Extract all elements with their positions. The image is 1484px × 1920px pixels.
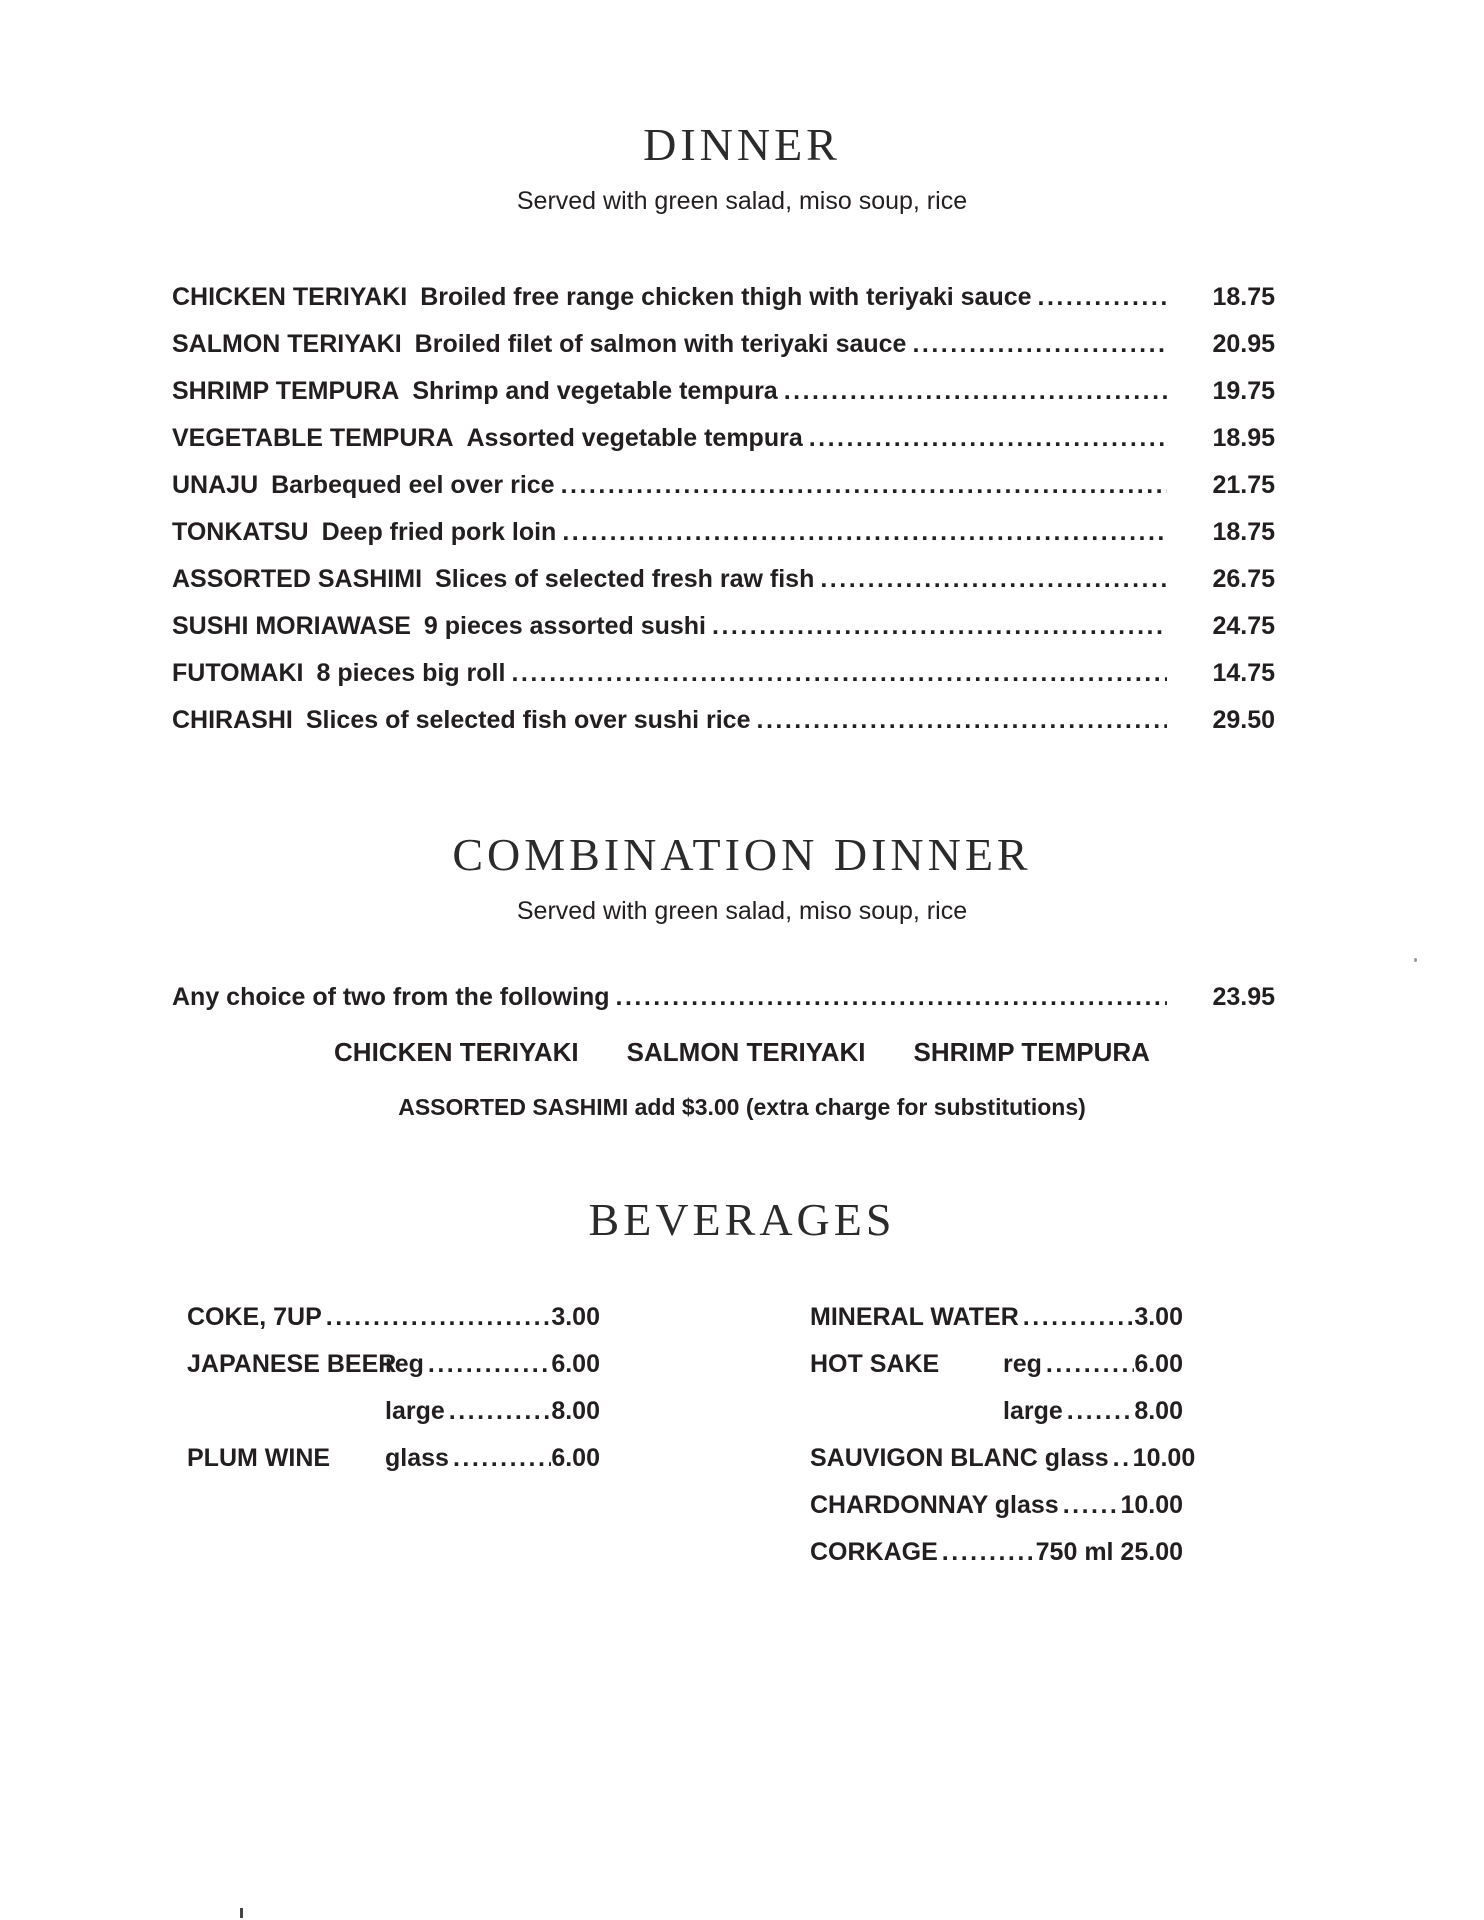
item-name: TONKATSU: [172, 518, 309, 546]
combination-title: COMBINATION DINNER: [452, 829, 1032, 880]
dotted-leader: [449, 1388, 552, 1435]
beverage-label: HOT SAKE: [810, 1350, 940, 1378]
dotted-leader: [1038, 274, 1167, 321]
dinner-title: DINNER: [643, 119, 841, 170]
beverage-label: PLUM WINE: [187, 1444, 331, 1472]
item-price: 14.75: [1212, 659, 1275, 687]
item-description: Broiled free range chicken thigh with teriyaki sauce: [420, 283, 1032, 311]
dotted-leader: [912, 321, 1167, 368]
dotted-leader: [757, 697, 1168, 744]
dotted-leader: [1023, 1294, 1135, 1341]
beverage-row: [187, 1435, 600, 1482]
item-description: Slices of selected fish over sushi rice: [305, 706, 751, 734]
item-description: Barbequed eel over rice: [271, 471, 555, 499]
menu-item-row: [172, 603, 1275, 650]
beverage-row: [187, 1388, 600, 1435]
beverage-row: [810, 1435, 1196, 1482]
dinner-subtitle: Served with green salad, miso soup, rice: [516, 187, 968, 215]
dotted-leader: [712, 603, 1167, 650]
dotted-leader: [942, 1529, 1036, 1576]
dinner-section-header: [0, 0, 1484, 216]
item-name: SUSHI MORIAWASE: [172, 612, 411, 640]
combination-option: CHICKEN TERIYAKI: [334, 1037, 579, 1067]
beverage-size: large: [385, 1397, 445, 1425]
beverage-label: CORKAGE: [810, 1538, 938, 1566]
beverages-column-gap: [600, 1294, 810, 1576]
dotted-leader: [428, 1341, 551, 1388]
item-price: 24.75: [1212, 612, 1275, 640]
beverage-price: 750 ml 25.00: [1035, 1538, 1183, 1566]
dinner-item-list: [172, 274, 1275, 744]
dotted-leader: [1063, 1482, 1121, 1529]
dotted-leader: [453, 1435, 551, 1482]
dotted-leader: [1113, 1435, 1133, 1482]
choice-text: Any choice of two from the following: [172, 983, 610, 1011]
beverage-row: [810, 1482, 1183, 1529]
beverage-label: CHARDONNAY glass: [810, 1491, 1059, 1519]
item-name: VEGETABLE TEMPURA: [172, 424, 454, 452]
item-price: 26.75: [1212, 565, 1275, 593]
beverages-right-column: [810, 1294, 1196, 1576]
item-description: 8 pieces big roll: [316, 659, 506, 687]
menu-item-row: [172, 321, 1275, 368]
menu-item-row: [172, 556, 1275, 603]
beverage-row: [187, 1294, 600, 1341]
dotted-leader: [326, 1294, 552, 1341]
combination-note: ASSORTED SASHIMI add $3.00 (extra charge for substitutions): [398, 1094, 1086, 1120]
menu-item-row: [172, 509, 1275, 556]
dotted-leader: [809, 415, 1167, 462]
beverage-row: [810, 1294, 1183, 1341]
beverage-size: reg: [385, 1350, 424, 1378]
beverage-label: SAUVIGON BLANC glass: [810, 1444, 1109, 1472]
beverage-row: [810, 1388, 1183, 1435]
item-description: Broiled filet of salmon with teriyaki sauce: [414, 330, 907, 358]
beverage-label: JAPANESE BEER: [187, 1350, 397, 1378]
beverage-row: [810, 1341, 1183, 1388]
menu-item-row: [172, 368, 1275, 415]
menu-item-row: [172, 415, 1275, 462]
beverage-price: 8.00: [551, 1397, 600, 1425]
item-name: SHRIMP TEMPURA: [172, 377, 400, 405]
menu-item-row: [172, 274, 1275, 321]
beverage-price: 3.00: [551, 1303, 600, 1331]
item-price: 20.95: [1212, 330, 1275, 358]
item-description: Slices of selected fresh raw fish: [435, 565, 815, 593]
item-price: 18.75: [1212, 518, 1275, 546]
combination-options: [0, 1037, 1484, 1068]
choice-price: 23.95: [1212, 983, 1275, 1011]
combination-section-header: [0, 744, 1484, 926]
scan-artifact-mark: [240, 1908, 243, 1918]
combination-choice-row: [172, 974, 1275, 1021]
item-description: Assorted vegetable tempura: [466, 424, 803, 452]
menu-item-row: [172, 462, 1275, 509]
beverage-price: 10.00: [1120, 1491, 1183, 1519]
item-price: 21.75: [1212, 471, 1275, 499]
beverage-price: 8.00: [1134, 1397, 1183, 1425]
item-name: CHIRASHI: [172, 706, 293, 734]
dotted-leader: [1046, 1341, 1134, 1388]
beverage-price: 6.00: [551, 1444, 600, 1472]
combination-choice: [172, 974, 1275, 1021]
dotted-leader: [784, 368, 1167, 415]
item-description: Deep fried pork loin: [321, 518, 557, 546]
beverage-size: large: [1003, 1397, 1063, 1425]
dotted-leader: [616, 974, 1168, 1021]
combination-subtitle: Served with green salad, miso soup, rice: [516, 897, 968, 925]
beverage-label: COKE, 7UP: [187, 1303, 322, 1331]
beverages-left-column: [187, 1294, 600, 1576]
dotted-leader: [1067, 1388, 1135, 1435]
beverage-row: [187, 1341, 600, 1388]
dotted-leader: [562, 509, 1167, 556]
item-price: 18.75: [1212, 283, 1275, 311]
combination-option: SHRIMP TEMPURA: [913, 1037, 1150, 1067]
beverages-title: BEVERAGES: [588, 1194, 896, 1245]
beverages-columns: [0, 1294, 1484, 1576]
dotted-leader: [511, 650, 1167, 697]
combination-option: SALMON TERIYAKI: [626, 1037, 866, 1067]
beverage-size: reg: [1003, 1350, 1042, 1378]
item-description: 9 pieces assorted sushi: [423, 612, 707, 640]
item-price: 19.75: [1212, 377, 1275, 405]
beverage-price: 6.00: [1134, 1350, 1183, 1378]
dotted-leader: [561, 462, 1167, 509]
beverage-price: 6.00: [551, 1350, 600, 1378]
beverage-row: [810, 1529, 1183, 1576]
dotted-leader: [820, 556, 1167, 603]
beverage-label: MINERAL WATER: [810, 1303, 1019, 1331]
beverage-size: glass: [385, 1444, 449, 1472]
scan-artifact-dot: [1414, 958, 1417, 962]
item-name: CHICKEN TERIYAKI: [172, 283, 408, 311]
item-name: ASSORTED SASHIMI: [172, 565, 423, 593]
item-price: 29.50: [1212, 706, 1275, 734]
item-description: Shrimp and vegetable tempura: [412, 377, 778, 405]
beverage-price: 3.00: [1134, 1303, 1183, 1331]
beverage-price: 10.00: [1132, 1444, 1196, 1472]
menu-item-row: [172, 697, 1275, 744]
item-name: SALMON TERIYAKI: [172, 330, 402, 358]
beverages-section-header: [0, 1121, 1484, 1246]
item-name: FUTOMAKI: [172, 659, 304, 687]
item-price: 18.95: [1212, 424, 1275, 452]
item-name: UNAJU: [172, 471, 259, 499]
menu-item-row: [172, 650, 1275, 697]
